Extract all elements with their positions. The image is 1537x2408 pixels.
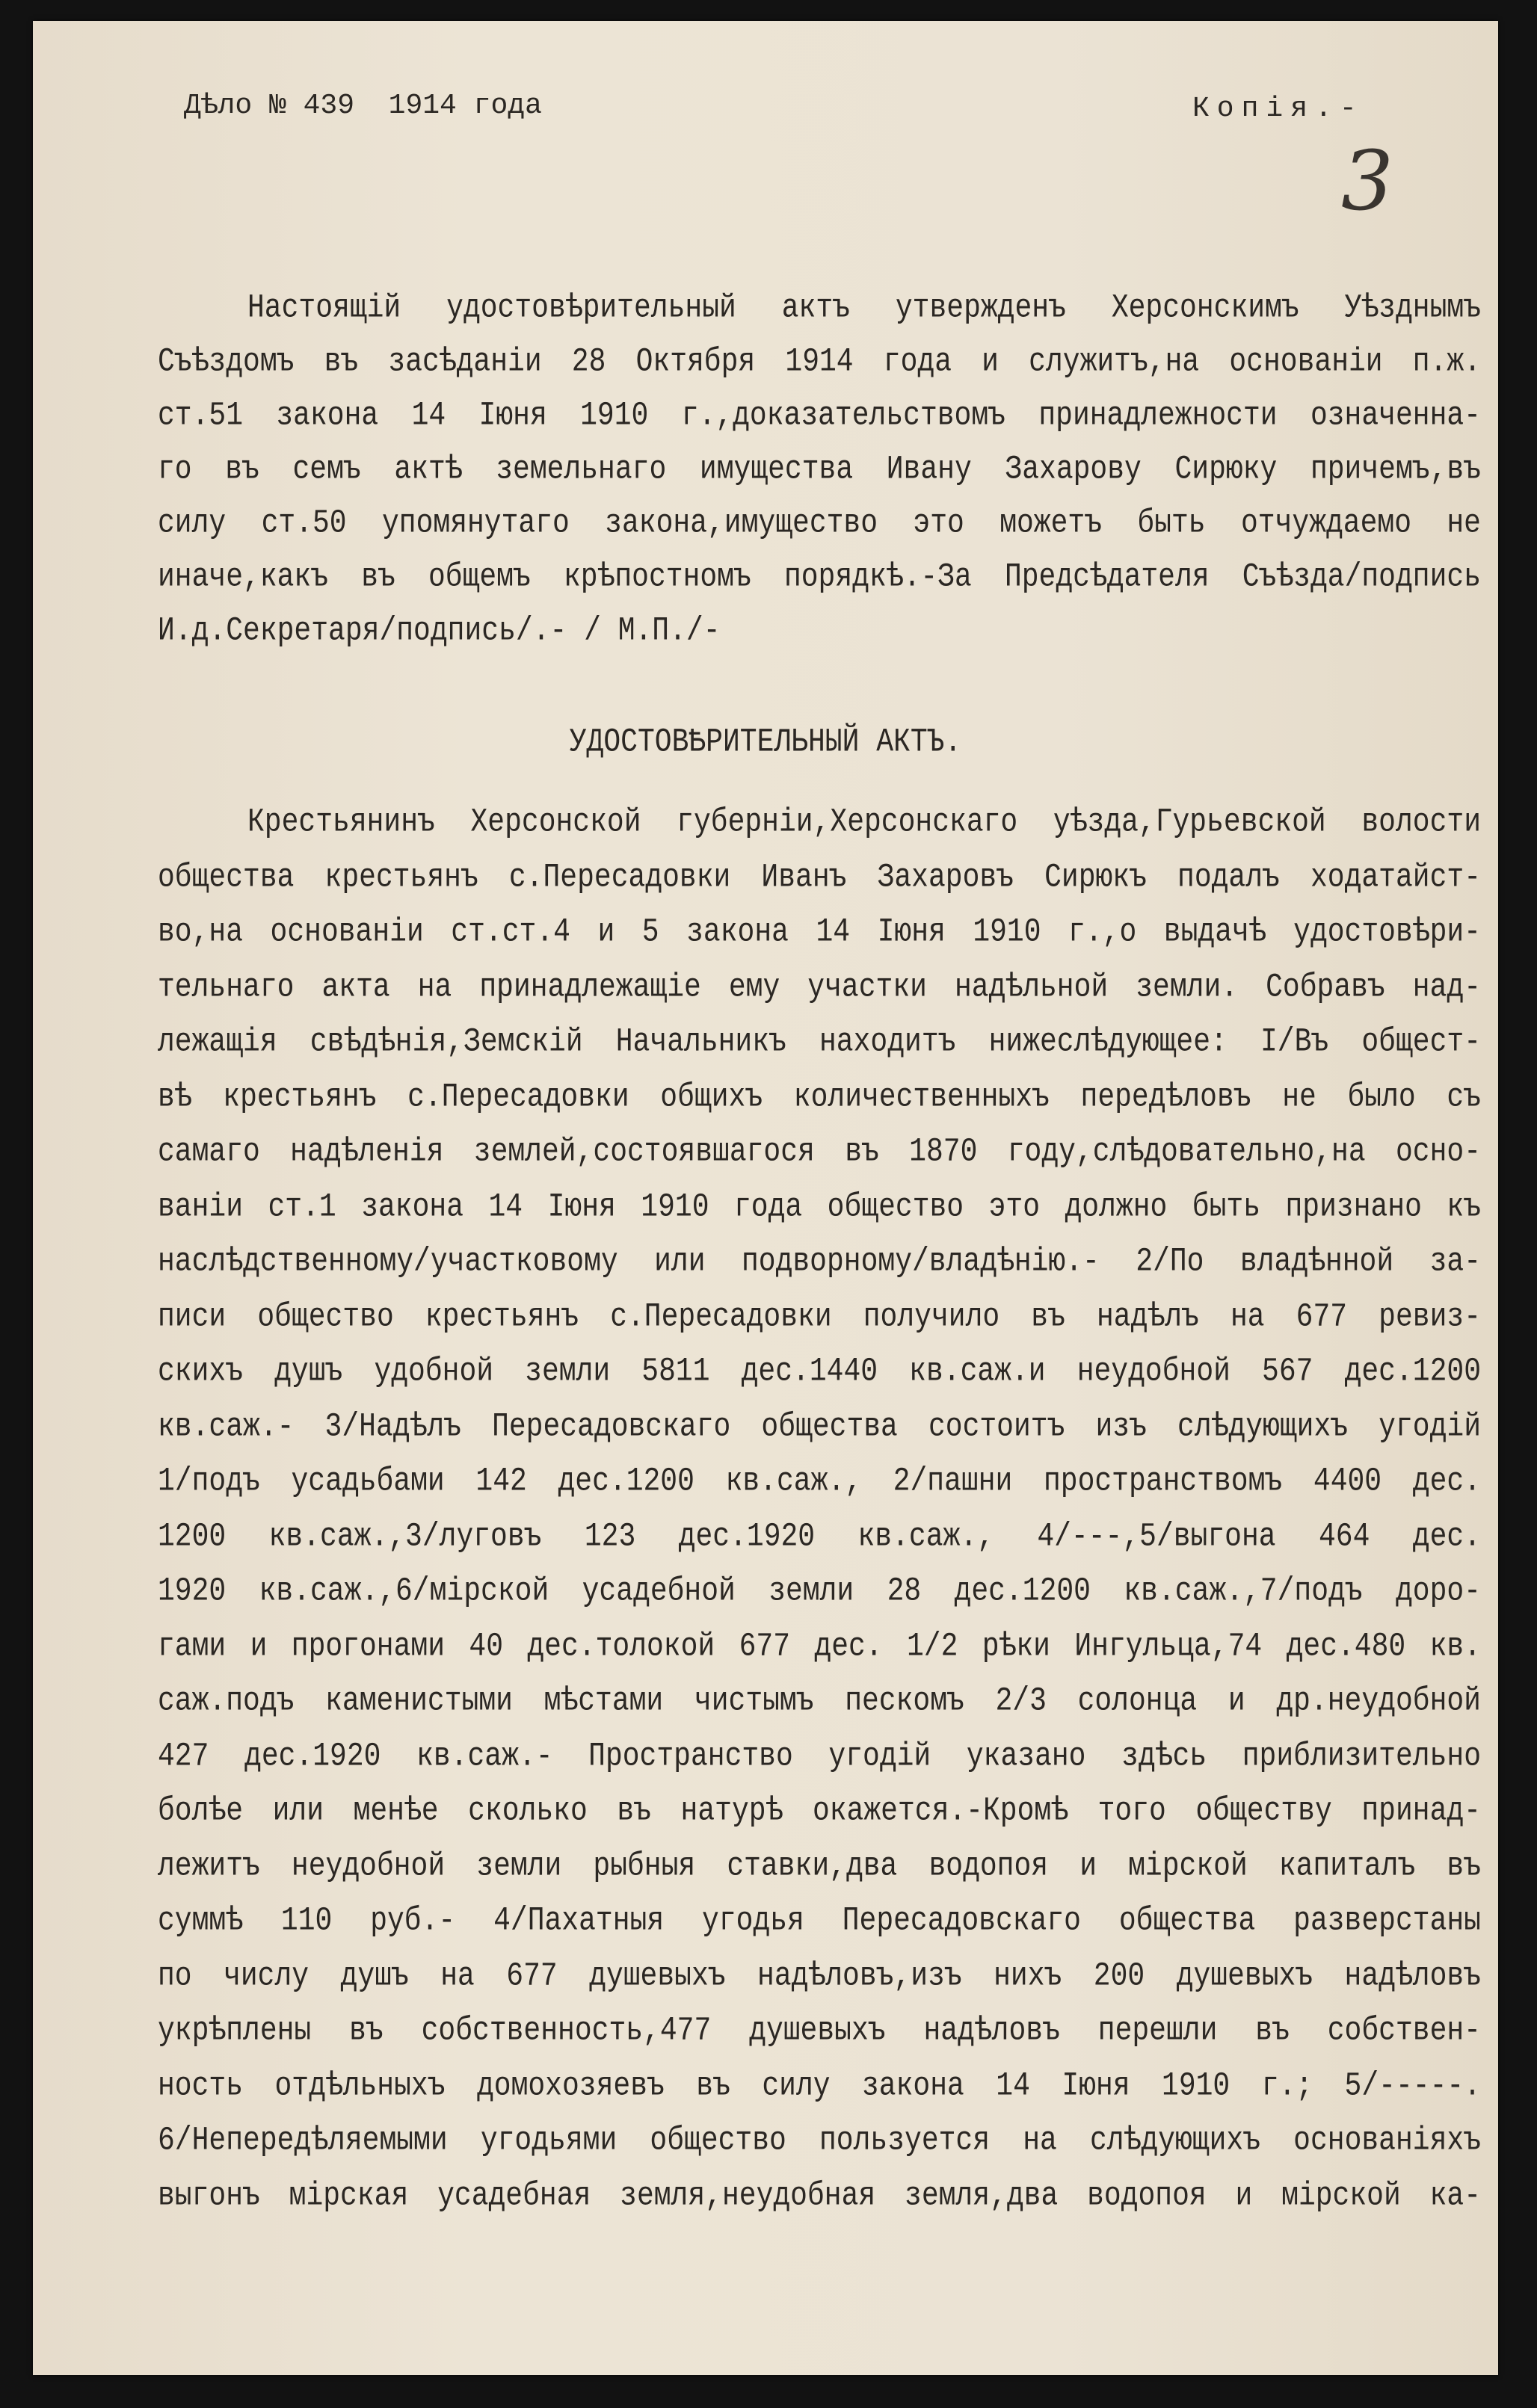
text-line: го въ семъ актѣ земельнаго имущества Ивану Захарову Сирюку причемъ,въ bbox=[158, 451, 1481, 489]
document-title: УДОСТОВѢРИТЕЛЬНЫЙ АКТЪ. bbox=[569, 723, 962, 762]
text-line: самаго надѣленія землей,состоявшагося въ 1870 году,слѣдовательно,на осно- bbox=[158, 1133, 1481, 1171]
text-line: Съѣздомъ въ засѣданіи 28 Октября 1914 года и служитъ,на основаніи п.ж. bbox=[158, 343, 1481, 381]
text-line: во,на основаніи ст.ст.4 и 5 закона 14 Іюня 1910 г.,о выдачѣ удостовѣри- bbox=[158, 913, 1481, 951]
text-line: тельнаго акта на принадлежащіе ему участки надѣльной земли. Собравъ над- bbox=[158, 968, 1481, 1007]
text-line: укрѣплены въ собственность,477 душевыхъ надѣловъ перешли въ собствен- bbox=[158, 2012, 1481, 2050]
text-line: 1200 кв.саж.,3/луговъ 123 дес.1920 кв.саж., 4/---,5/выгона 464 дес. bbox=[158, 1517, 1481, 1556]
text-line: скихъ душъ удобной земли 5811 дес.1440 кв.саж.и неудобной 567 дес.1200 bbox=[158, 1353, 1481, 1391]
text-line: гами и прогонами 40 дес.толокой 677 дес. 1/2 рѣки Ингульца,74 дес.480 кв. bbox=[158, 1627, 1481, 1666]
text-line: иначе,какъ въ общемъ крѣпостномъ порядкѣ.-За Предсѣдателя Съѣзда/подпись bbox=[158, 558, 1481, 596]
text-line: саж.подъ каменистыми мѣстами чистымъ пескомъ 2/3 солонца и др.неудобной bbox=[158, 1682, 1481, 1720]
copy-mark: Копія.- bbox=[1192, 93, 1364, 125]
handwritten-page-number: 3 bbox=[1341, 133, 1393, 229]
certification-paragraph bbox=[158, 282, 1481, 658]
text-line: 427 дес.1920 кв.саж.- Пространство угодій указано здѣсь приблизительно bbox=[158, 1737, 1481, 1776]
text-line: 1/подъ усадьбами 142 дес.1200 кв.саж., 2/пашни пространствомъ 4400 дес. bbox=[158, 1463, 1481, 1501]
case-number: Дѣло № 439 1914 года bbox=[184, 90, 542, 122]
text-line: выгонъ мірская усадебная земля,неудобная земля,два водопоя и мірской ка- bbox=[158, 2176, 1481, 2215]
text-line: общества крестьянъ с.Пересадовки Иванъ Захаровъ Сирюкъ подалъ ходатайст- bbox=[158, 858, 1481, 897]
text-line: писи общество крестьянъ с.Пересадовки получило въ надѣлъ на 677 ревиз- bbox=[158, 1297, 1481, 1336]
text-line: силу ст.50 упомянутаго закона,имущество это можетъ быть отчуждаемо не bbox=[158, 504, 1481, 543]
text-line: болѣе или менѣе сколько въ натурѣ окажется.-Кромѣ того обществу принад- bbox=[158, 1792, 1481, 1830]
text-line: 1920 кв.саж.,6/мірской усадебной земли 28 дес.1200 кв.саж.,7/подъ доро- bbox=[158, 1572, 1481, 1611]
text-line: лежитъ неудобной земли рыбныя ставки,два водопоя и мірской капиталъ въ bbox=[158, 1847, 1481, 1886]
text-line: вѣ крестьянъ с.Пересадовки общихъ количественныхъ передѣловъ не было съ bbox=[158, 1078, 1481, 1117]
text-line: наслѣдственному/участковому или подворному/владѣнію.- 2/По владѣнной за- bbox=[158, 1243, 1481, 1281]
text-line: Крестьянинъ Херсонской губерніи,Херсонскаго уѣзда,Гурьевской волости bbox=[247, 803, 1481, 842]
text-line: ваніи ст.1 закона 14 Іюня 1910 года общество это должно быть признано къ bbox=[158, 1188, 1481, 1226]
text-line: суммѣ 110 руб.- 4/Пахатныя угодья Пересадовскаго общества разверстаны bbox=[158, 1902, 1481, 1940]
text-line: по числу душъ на 677 душевыхъ надѣловъ,изъ нихъ 200 душевыхъ надѣловъ bbox=[158, 1957, 1481, 1995]
text-line: лежащія свѣдѣнія,Земскій Начальникъ находитъ нижеслѣдующее: I/Въ общест- bbox=[158, 1023, 1481, 1061]
text-line: кв.саж.- 3/Надѣлъ Пересадовскаго общества состоитъ изъ слѣдующихъ угодій bbox=[158, 1407, 1481, 1446]
text-line: И.д.Секретаря/подпись/.- / М.П./- bbox=[158, 612, 721, 650]
document-page bbox=[33, 21, 1498, 2375]
text-line: Настоящій удостовѣрительный актъ утвержденъ Херсонскимъ Уѣзднымъ bbox=[247, 289, 1481, 327]
body-paragraph bbox=[158, 795, 1481, 2223]
text-line: ст.51 закона 14 Іюня 1910 г.,доказательствомъ принадлежности означенна- bbox=[158, 397, 1481, 435]
text-line: 6/Непередѣляемыми угодьями общество пользуется на слѣдующихъ основаніяхъ bbox=[158, 2122, 1481, 2160]
text-line: ность отдѣльныхъ домохозяевъ въ силу закона 14 Іюня 1910 г.; 5/-----. bbox=[158, 2066, 1481, 2105]
